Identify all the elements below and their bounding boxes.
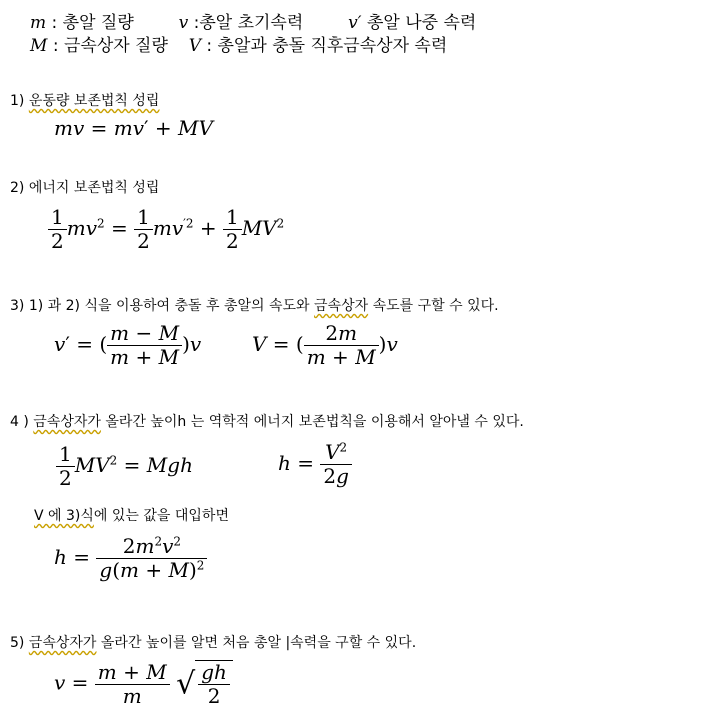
equation-momentum: mv = mv′ + MV xyxy=(54,116,213,140)
definition-line-2: M : 금속상자 질량 V : 총알과 충돌 직후금속상자 속력 xyxy=(30,36,448,56)
equation-energy: $\frac{1}{2}$ $mv^2$ = $\frac{1}{2}$ $mv^{'2}$ + $\frac{1}{2}$ $MV^2$ xyxy=(48,206,284,253)
definition-v: 총알 초기속력 xyxy=(199,13,304,33)
symbol-v: v xyxy=(178,13,189,33)
step-4-heading: 4 ) 금속상자가 올라간 높이h 는 역학적 에너지 보존법칙을 이용해서 알아낼 수 있다. xyxy=(10,414,524,430)
definition-V: 총알과 충돌 직후금속상자 속력 xyxy=(217,36,448,56)
definition-line-1: m : 총알 질량 v :총알 초기속력 v′ 총알 나중 속력 xyxy=(30,13,477,33)
step-3-heading: 3) 1) 과 2) 식을 이용하여 충돌 후 총알의 속도와 금속상자 속도를 구할 수 있다. xyxy=(10,298,499,314)
definition-v-prime: 총알 나중 속력 xyxy=(366,13,477,33)
symbol-M: M xyxy=(30,36,48,56)
step-1-title: 운동량 보존법칙 성립 xyxy=(28,93,160,109)
step-5-underlined: 금속상자가 xyxy=(28,635,97,651)
step-2-heading: 2) 에너지 보존법칙 성립 xyxy=(10,180,160,196)
equation-height-energy: $\frac{1}{2}$ $MV^2$ = Mgh xyxy=(56,443,193,490)
symbol-V: V xyxy=(188,36,201,56)
step-3-underlined: 금속상자 xyxy=(314,298,369,314)
equation-height-substituted: h = $\frac{2m^2v^2}{g(m + M)^2}$ xyxy=(54,535,207,582)
definition-m: 총알 질량 xyxy=(62,13,134,33)
symbol-m: m xyxy=(30,13,47,33)
step-1-heading: 1) 운동량 보존법칙 성립 xyxy=(10,93,160,109)
substitution-note: V 에 3)식에 있는 값을 대입하면 xyxy=(34,508,229,524)
symbol-v-prime: v′ xyxy=(348,13,362,33)
step-5-heading: 5) 금속상자가 올라간 높이를 알면 처음 총알 |속력을 구할 수 있다. xyxy=(10,635,417,651)
definition-M: 금속상자 질량 xyxy=(63,36,168,56)
equation-box-velocity: V = ( $\frac{2m}{m + M}$ )v xyxy=(252,321,398,369)
equation-initial-speed: v = $\frac{m + M}{m}$ √ $\frac{gh}{2}$ xyxy=(54,660,233,708)
step-4-underlined: 금속상자가 xyxy=(33,414,101,430)
step-2-title: 에너지 보존법칙 성립 xyxy=(28,180,160,196)
equation-bullet-velocity: v′ = ( $\frac{m - M}{m + M}$ )v xyxy=(54,321,202,369)
equation-height: h = $\frac{V^2}{2g}$ xyxy=(278,441,352,488)
